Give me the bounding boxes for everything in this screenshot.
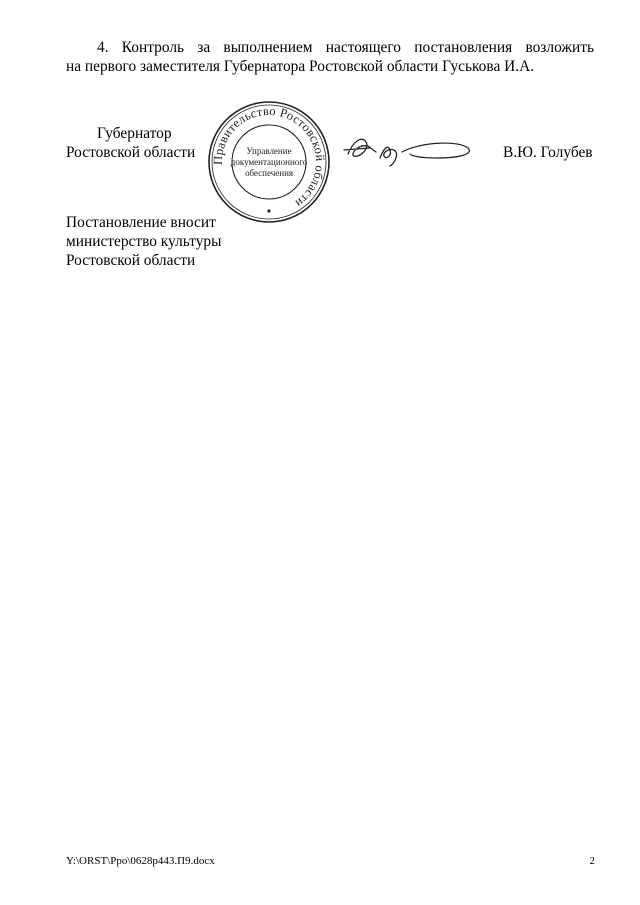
seal-inner-line-2: документационного: [230, 157, 308, 167]
signatory-title-line-2: Ростовской области: [66, 144, 196, 161]
seal-inner-line-1: Управление: [246, 146, 292, 156]
paragraph-line-2: на первого заместителя Губернатора Ростовской области Гуськова И.А.: [66, 58, 535, 75]
paragraph-line-1: 4. Контроль за выполнением настоящего постановления возложить: [97, 39, 594, 56]
signatory-title-line-1: Губернатор: [97, 125, 172, 142]
signatory-title: [66, 124, 195, 162]
submitted-by-line-1: Постановление вносит: [66, 214, 216, 231]
footer-file-path: Y:\ORST\Ppo\0628p443.П9.docx: [66, 855, 215, 867]
seal-ring-text: Правительство Ростовской области: [210, 103, 328, 211]
control-paragraph: [66, 38, 594, 76]
signatory-name: В.Ю. Голубев: [503, 144, 593, 161]
official-seal-stamp: [206, 99, 332, 225]
page-number: 2: [589, 855, 595, 867]
submitted-by-note: [66, 213, 221, 270]
submitted-by-line-3: Ростовской области: [66, 252, 196, 269]
submitted-by-line-2: министерство культуры: [66, 233, 222, 250]
seal-inner-line-3: обеспечения: [244, 168, 294, 178]
handwritten-signature: [340, 130, 480, 170]
